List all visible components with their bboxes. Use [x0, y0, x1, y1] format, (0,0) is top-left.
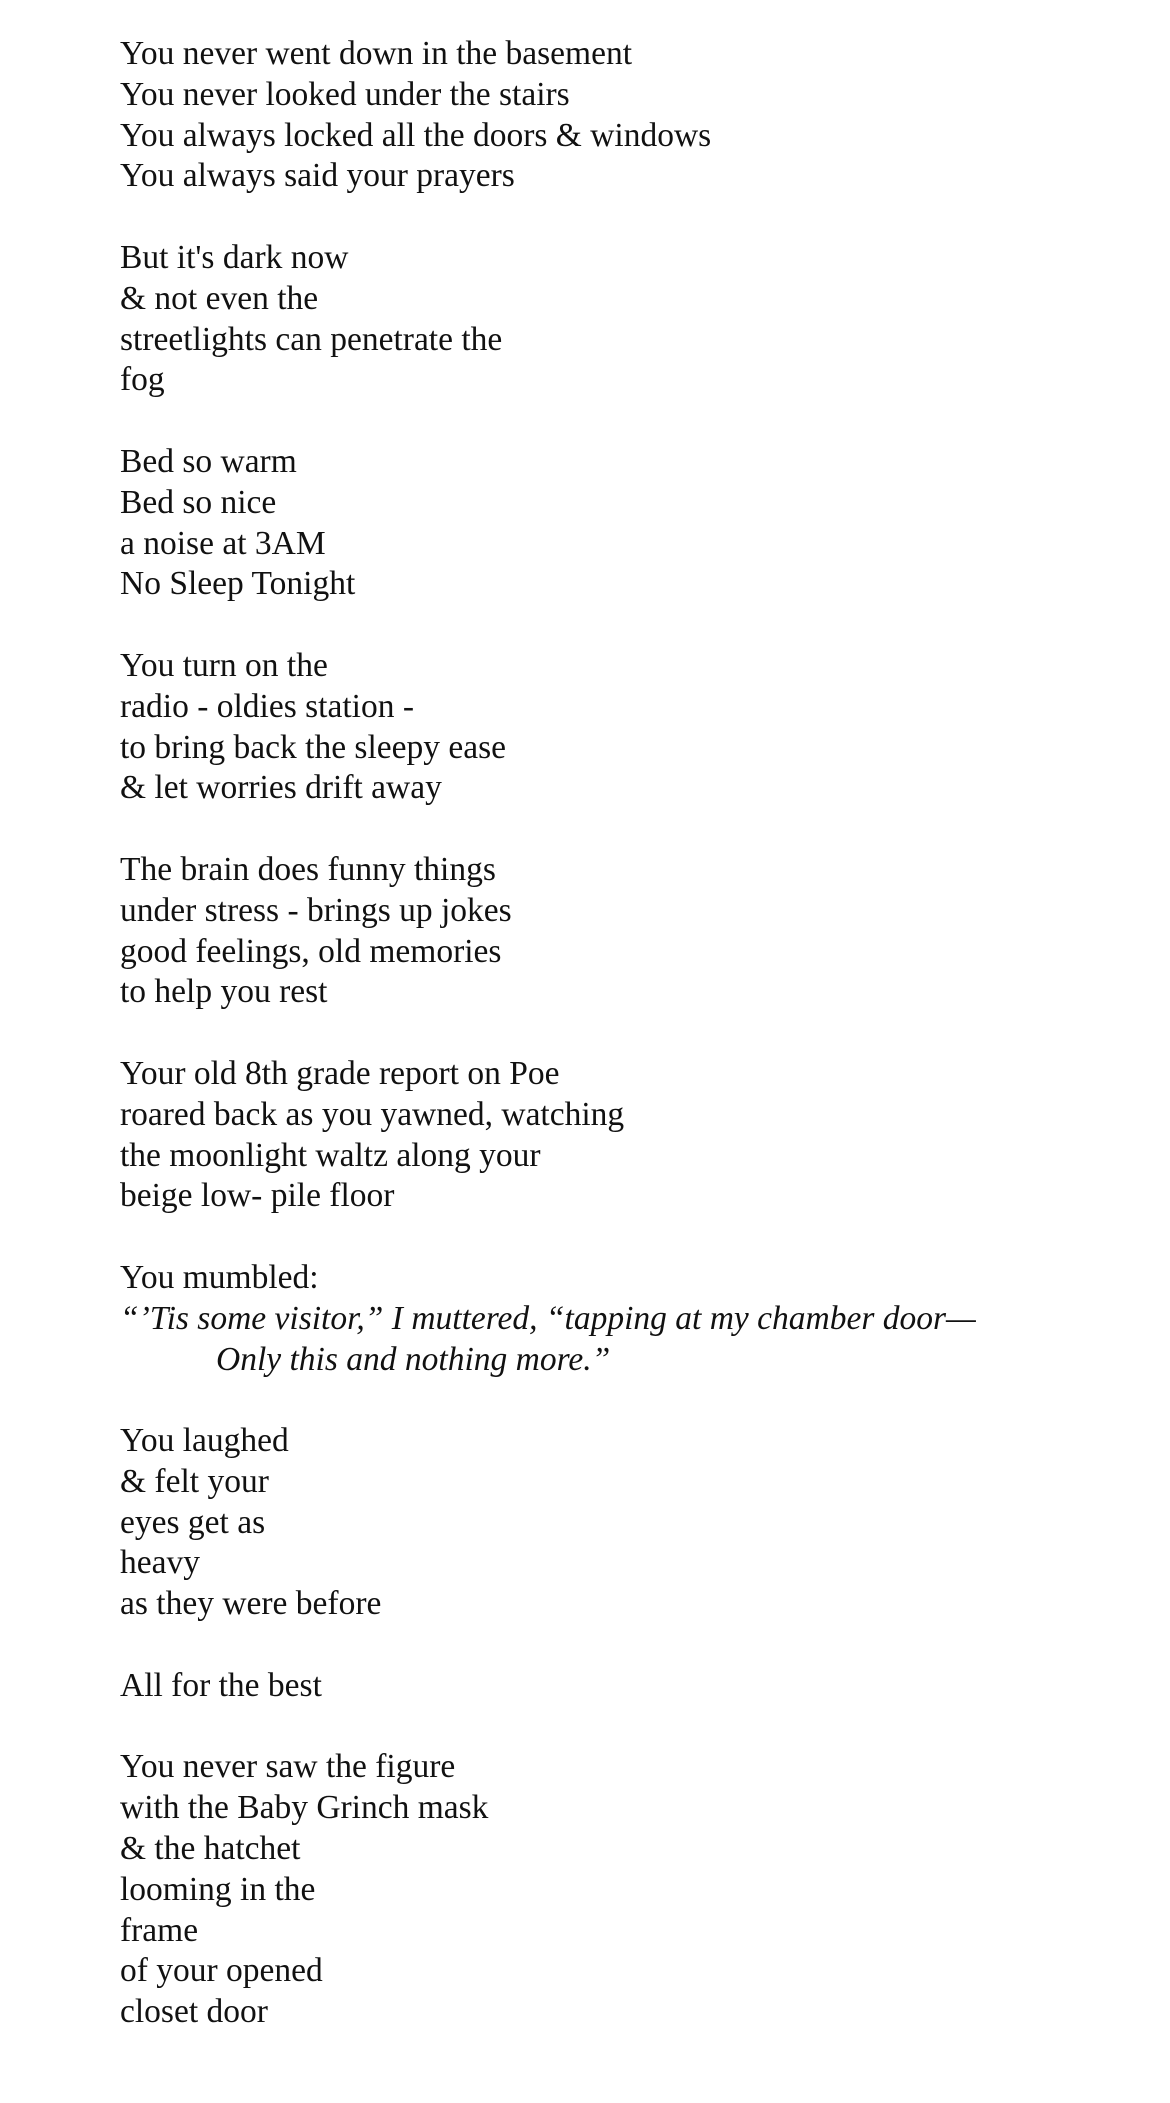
- stanza-3: [120, 442, 1140, 605]
- poem-line: eyes get as: [120, 1503, 266, 1541]
- poe-quote-line: Only this and nothing more.”: [216, 1340, 611, 1378]
- stanza-8: [120, 1421, 1140, 1625]
- stanza-9: [120, 1666, 1140, 1707]
- poem-document: [120, 34, 1140, 2074]
- poem-line: of your opened: [120, 1952, 323, 1990]
- poem-line: But it's dark now: [120, 238, 349, 276]
- poem-line: a noise at 3AM: [120, 524, 326, 562]
- poem-line: Bed so nice: [120, 483, 277, 521]
- poem-line: fog: [120, 361, 165, 399]
- poem-line: looming in the: [120, 1870, 316, 1908]
- poem-line: good feelings, old memories: [120, 932, 502, 970]
- poem-line: Bed so warm: [120, 442, 297, 480]
- poem-line: You laughed: [120, 1422, 289, 1460]
- poem-line: & the hatchet: [120, 1830, 301, 1868]
- stanza-6: [120, 1054, 1140, 1217]
- stanza-4: [120, 646, 1140, 809]
- stanza-5: [120, 850, 1140, 1013]
- poem-line: beige low- pile floor: [120, 1177, 395, 1215]
- poem-line: You never looked under the stairs: [120, 75, 570, 113]
- poem-line: You mumbled:: [120, 1258, 319, 1296]
- stanza-7: [120, 1258, 1140, 1380]
- stanza-10: [120, 1747, 1140, 2033]
- poem-line: No Sleep Tonight: [120, 565, 356, 603]
- poem-line: All for the best: [120, 1666, 322, 1704]
- poem-line: the moonlight waltz along your: [120, 1136, 541, 1174]
- stanza-2: [120, 238, 1140, 401]
- poem-line: closet door: [120, 1993, 268, 2031]
- poem-line: as they were before: [120, 1585, 382, 1623]
- poem-line: You always locked all the doors & windows: [120, 116, 712, 154]
- poem-line: Your old 8th grade report on Poe: [120, 1054, 560, 1092]
- stanza-1: [120, 34, 1140, 197]
- poe-quote-line: “’Tis some visitor,” I muttered, “tapping at my chamber door—: [120, 1299, 976, 1337]
- poem-line: radio - oldies station -: [120, 687, 414, 725]
- poem-line: You never went down in the basement: [120, 35, 633, 72]
- poem-line: & let worries drift away: [120, 769, 442, 807]
- poem-line: roared back as you yawned, watching: [120, 1095, 625, 1133]
- poem-line: & not even the: [120, 279, 319, 317]
- poem-line: frame: [120, 1911, 199, 1949]
- poem-line: under stress - brings up jokes: [120, 891, 512, 929]
- poem-line: You turn on the: [120, 646, 328, 684]
- poem-line: You always said your prayers: [120, 157, 515, 195]
- poem-line: heavy: [120, 1544, 200, 1582]
- poem-line: to bring back the sleepy ease: [120, 728, 507, 766]
- poem-line: to help you rest: [120, 973, 328, 1011]
- poem-line: The brain does funny things: [120, 850, 496, 888]
- poem-line: with the Baby Grinch mask: [120, 1789, 489, 1827]
- poem-line: & felt your: [120, 1462, 269, 1500]
- poem-line: You never saw the figure: [120, 1748, 456, 1786]
- poem-line: streetlights can penetrate the: [120, 320, 503, 358]
